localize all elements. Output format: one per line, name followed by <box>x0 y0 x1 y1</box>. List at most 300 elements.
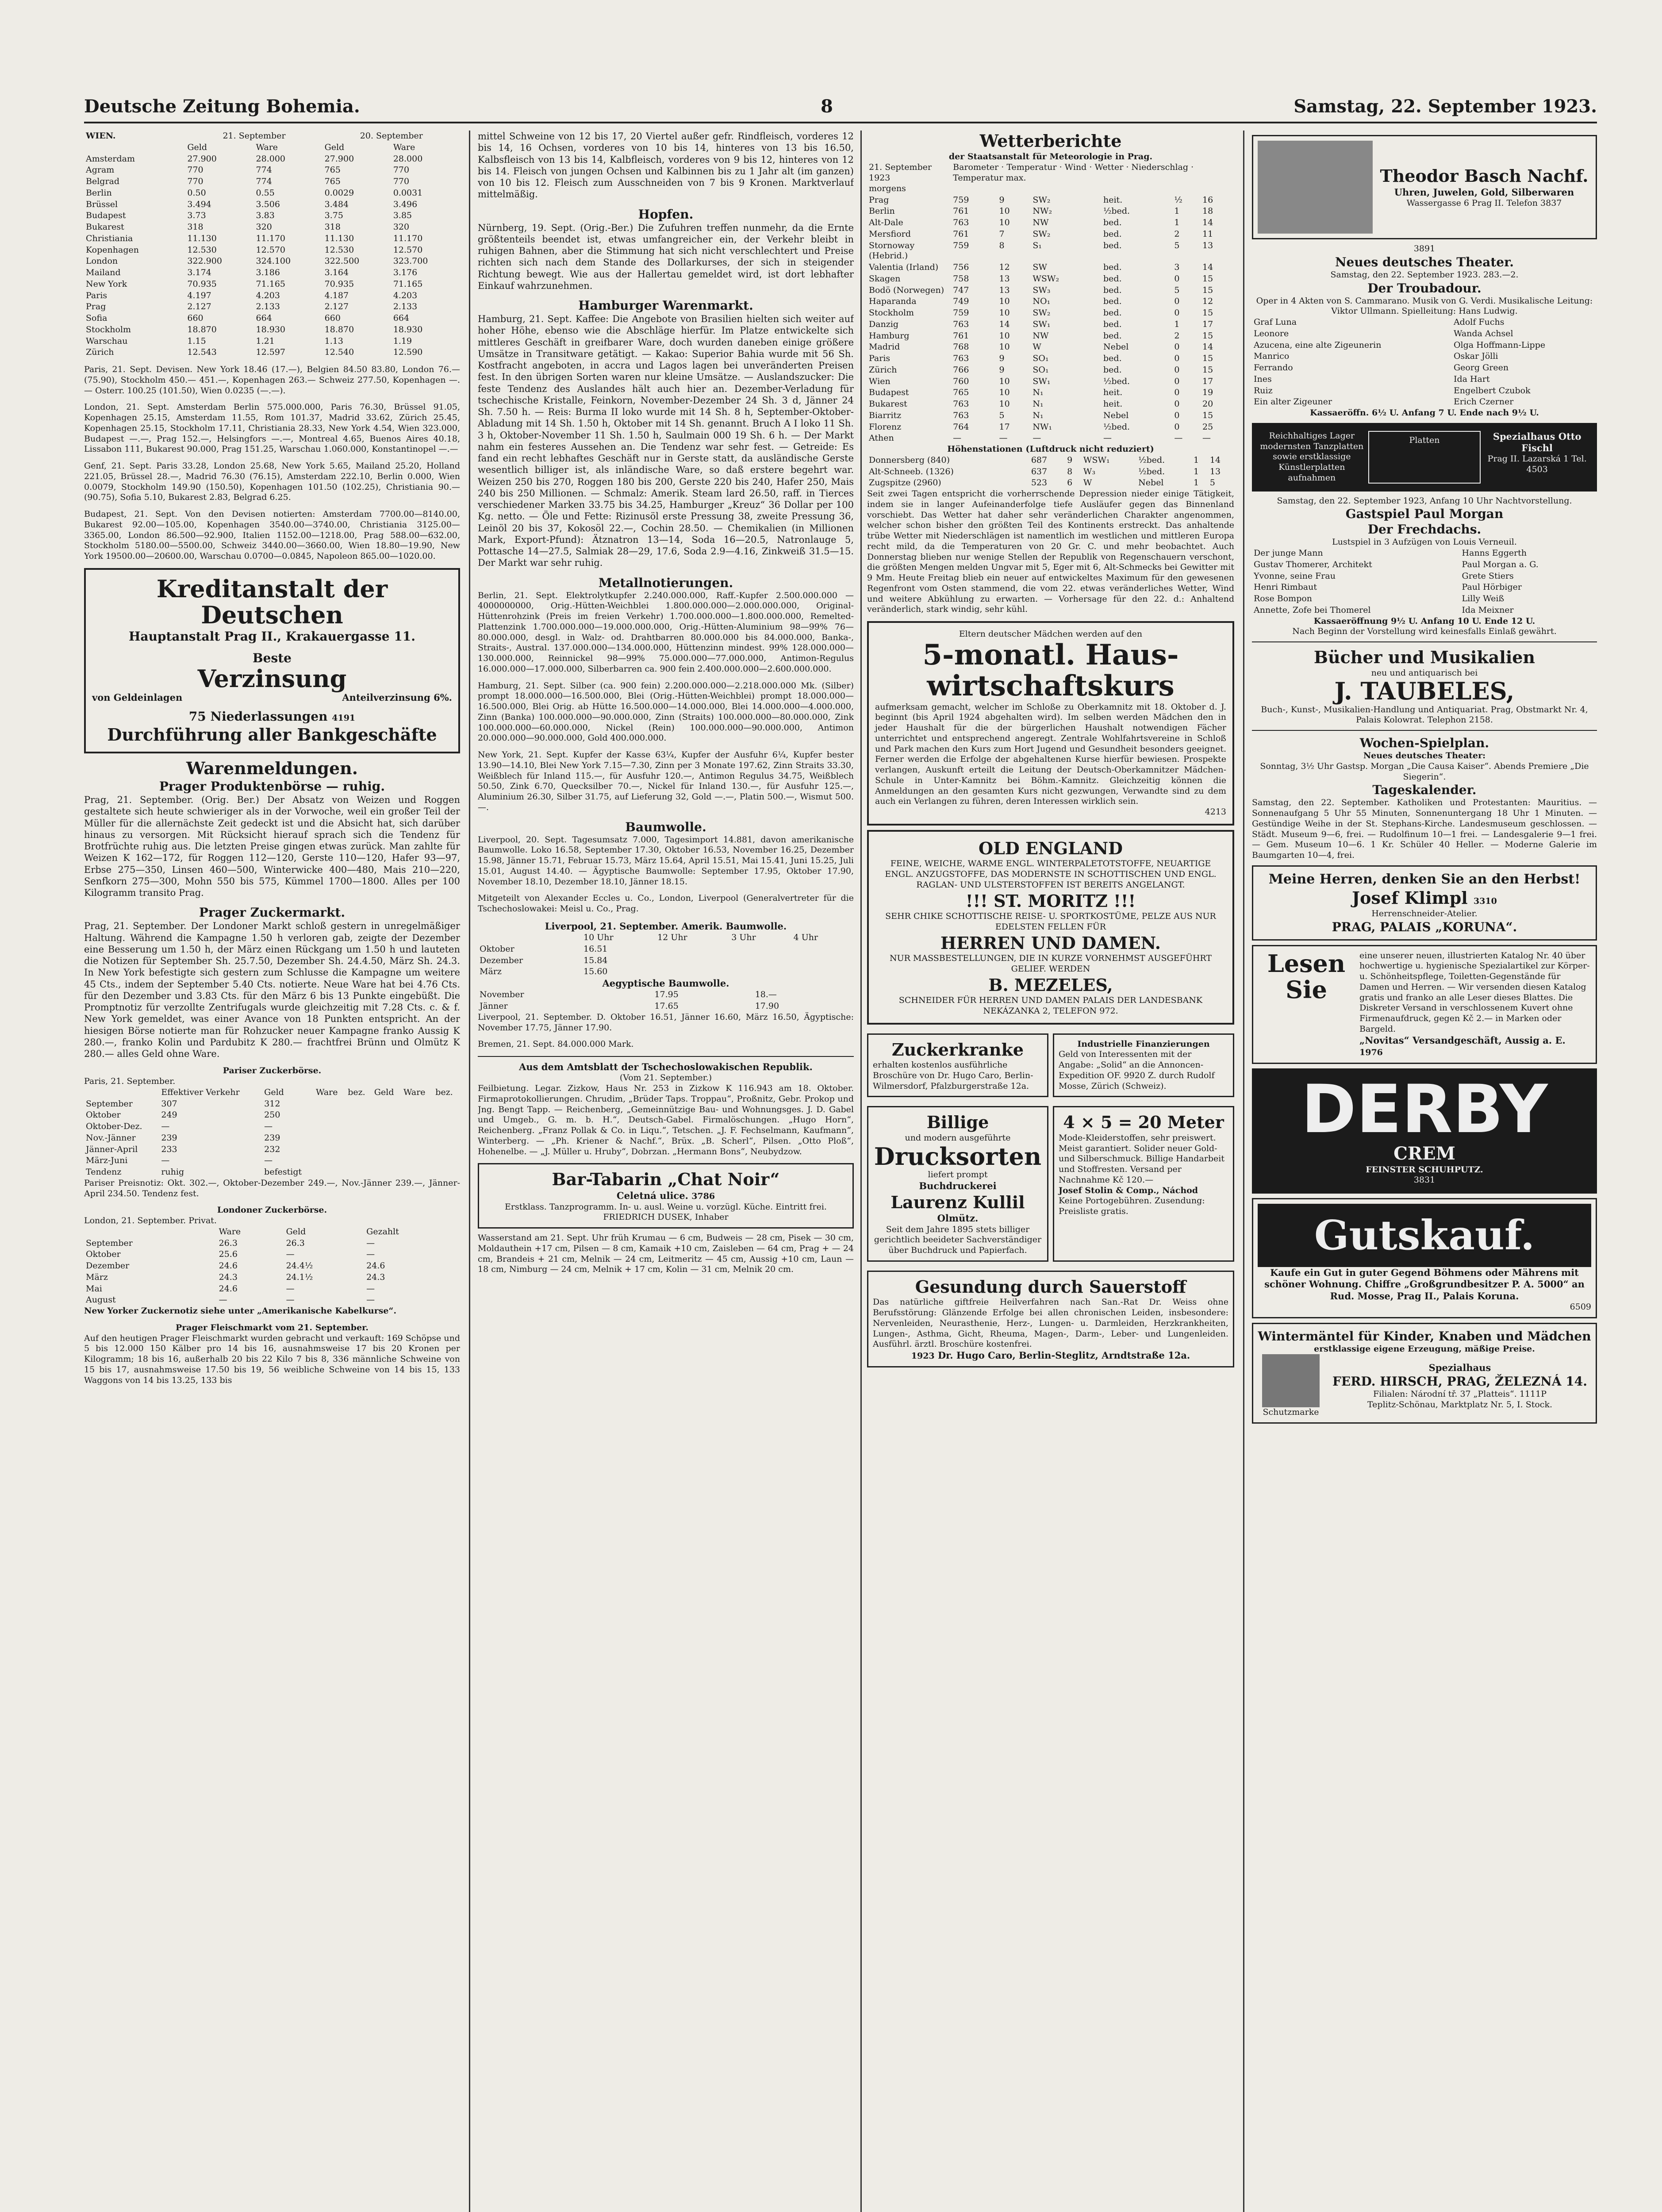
hirsch-fil-row <box>1328 1389 1591 1400</box>
wetter-row-value: 5 <box>1174 285 1180 295</box>
londoner-row-value: — <box>286 1249 295 1260</box>
cast-row-value: Engelbert Czubok <box>1453 385 1531 396</box>
wien-row-value: 1.15 <box>187 336 206 346</box>
wien-row-value: 4.203 <box>256 290 280 300</box>
wien-row-value: 0.0029 <box>324 188 354 198</box>
wetter-morgens: morgens <box>869 183 906 193</box>
wetter-date-cell <box>867 162 951 194</box>
troubadour-text: Oper in 4 Akten von S. Cammarano. Musik von G. Verdi. Musikalische Leitung: Viktor Ullmann. Spielleitung: Hans Ludwig. <box>1256 296 1593 316</box>
hirsch-sub: erstklassige eigene Erzeugung, mäßige Preise. <box>1314 1344 1535 1354</box>
hirsch-title: Wintermäntel für Kinder, Knaben und Mädchen <box>1258 1329 1591 1344</box>
buecher-title: Bücher und Musikalien <box>1313 647 1535 667</box>
wien-row-label: Paris <box>86 290 107 300</box>
londoner-row <box>84 1272 460 1283</box>
wetter-row-label: Stornoway (Hebrid.) <box>869 240 915 261</box>
wetter-row <box>867 410 1234 422</box>
cast-row <box>1252 571 1597 582</box>
novitas-name: „Novitas“ Versandgeschäft, Aussig a. E. <box>1359 1034 1566 1046</box>
wetter-row-value: 14 <box>999 319 1010 329</box>
hirsch-num: 1111P <box>1519 1389 1547 1399</box>
haus-text: aufmerksam gemacht, welcher im Schloße zu Oberkamnitz mit 18. Oktober d. J. beginnt (bis April 1924 abgehalten wird). Im selben werden Mädchen den in jeder Haushalt für die der bürgerlichen Haushalt notwendigen Fächer unterrichtet und entsprechend angeregt. Zentrale Wohlfahrtsvereine in Schloß und Park machen den Kurs zum Hort Jugend und Gesundheit besonders geeignet. Ferner werden die Erfolge der abgehaltenen Kurse hierfür bewiesen. Prospekte verlangen, Auskunft erteilt die Leitung der Deutsch-Oberkamnitzer Mädchen-Schule in Unter-Kamnitz bei Böhm.-Kamnitz. Gleichzeitig können die Anmeldungen an den gesamten Kurs nicht gezwungen, Verwandte sind zu dem auch ein Verlangen zu führen, deren Interessen wirklich sein. <box>875 702 1226 806</box>
wien-row-value: 12.543 <box>187 347 217 357</box>
klimpl-name-row <box>1258 887 1591 909</box>
wetter-row-value: bed. <box>1103 296 1122 307</box>
wien-row-value: 4.203 <box>393 290 418 300</box>
wetter-row-value: — <box>1202 433 1211 443</box>
wetter-row-label: Skagen <box>869 273 901 284</box>
wien-col-head: Geld <box>324 142 345 152</box>
column-4 <box>1252 131 1597 2212</box>
londoner-row-value: — <box>366 1249 375 1260</box>
wien-row-value: 765 <box>324 177 341 186</box>
wetter-row-value: 8 <box>999 240 1005 250</box>
wien-row-label: Budapest <box>86 211 126 221</box>
sauerstoff-ad <box>867 1271 1234 1367</box>
cast-row-label: Rose Bompon <box>1254 594 1313 603</box>
wetter-row-label: Paris <box>869 353 890 363</box>
wetter-row <box>867 376 1234 388</box>
wetter-row-value: SW₃ <box>1033 285 1051 295</box>
klimpl-sub: Herrenschneider-Atelier. <box>1371 908 1478 918</box>
hohen-table <box>867 455 1234 489</box>
londoner-row-value: 24.6 <box>219 1261 238 1271</box>
wien-row <box>84 188 460 199</box>
wetter-row-value: 0 <box>1174 353 1180 363</box>
wien-row-value: 12.597 <box>256 347 285 357</box>
lesen-text: eine unserer neuen, illustrierten Katalog Nr. 40 über hochwertige u. hygienische Spezialartikel zur Körper- u. Schönheitspflege, Toiletten-Gegenstände für Damen und Herren. — Wir versenden diesen Katalog gratis und franko an alle Leser dieses Blattes. Die Diskreter Versand in verschlossenem Kuvert ohne Firmenaufdruck, gegen Kč 2.— in Marken oder Bargeld. <box>1359 950 1590 1034</box>
wien-title: WIEN. <box>86 131 116 141</box>
cast-row-label: Leonore <box>1254 328 1289 338</box>
cast-row <box>1252 340 1597 351</box>
billige-sub: und modern ausgeführte <box>905 1133 1011 1143</box>
einlass: Nach Beginn der Vorstellung wird keinesfalls Einlaß gewährt. <box>1292 626 1557 637</box>
klimpl-num: 3310 <box>1473 896 1497 906</box>
londoner-row-value: 24.3 <box>219 1272 238 1282</box>
wetter-row-value: 9 <box>999 195 1005 205</box>
industrie-title: Industrielle Finanzierungen <box>1077 1039 1210 1049</box>
wien-row-value: 3.186 <box>256 268 280 277</box>
pariser-row-label: Jänner-April <box>86 1144 138 1154</box>
londoner-row-label: Dezember <box>86 1261 130 1271</box>
wien-row <box>84 176 460 188</box>
wien-row-value: 12.570 <box>393 245 423 255</box>
kasse-2: Kassaeröffnung 9½ U. Anfang 10 U. Ende 12 U. <box>1313 616 1535 626</box>
kredit-row <box>92 692 452 703</box>
pariser-row <box>84 1121 460 1133</box>
wien-row-value: 2.127 <box>324 302 349 312</box>
londoner-row-value: 24.3 <box>366 1272 385 1282</box>
wetter-row-value: W <box>1033 342 1041 352</box>
wien-row-value: 2.133 <box>256 302 280 312</box>
wien-row-value: 1.21 <box>256 336 275 346</box>
pariser-value: — <box>264 1156 273 1166</box>
londoner-row <box>84 1283 460 1295</box>
pariser-table <box>84 1087 460 1178</box>
wetter-row-label: Valentia (Irland) <box>869 262 939 272</box>
wetter-row-value: — <box>999 433 1008 443</box>
wien-row-label: Agram <box>86 165 115 175</box>
fleisch-cont: mittel Schweine von 12 bis 17, 20 Viertel außer gefr. Rindfleisch, vorderes 12 bis 14, 16 Ochsen, vorderes von 10 bis 14, hinteres von 13 bis 16.50, Kalbsfleisch von 13 bis 14, Kalbfleisch, vorderes von 9 bis 12, hinteres von 12 bis 14. Fleisch von jungen Ochsen und Kalbinnen bis zu 1 Jahr alt (im ganzen) von 10 bis 12. Fleisch zum Ausschneiden von 7 bis 9 Kronen. Marktverlauf mittelmäßig. <box>478 131 854 200</box>
cast-row <box>1252 396 1597 408</box>
wetter-row-value: SW₂ <box>1033 195 1051 205</box>
cast-row-label: Manrico <box>1254 351 1290 361</box>
londoner-row <box>84 1294 460 1306</box>
paris-report: Paris, 21. Sept. Devisen. New York 18.46 (17.—), Belgien 84.50 83.80, London 76.— (75.90), Stockholm 450.— 451.—, Kopenhagen 263.— Schweiz 277.50, Kopenhagen —.— Osterr. 100.25 (101.50), Wien 0.0235 (—.—). <box>84 365 460 396</box>
wetter-row-value: — <box>1103 433 1112 443</box>
wetter-row-value: 12 <box>999 262 1010 272</box>
haushalt-ad <box>867 621 1234 826</box>
cast-row-value: Oskar Jölli <box>1453 351 1498 361</box>
cast-row-value: Wanda Achsel <box>1453 328 1513 338</box>
hohen-row-value: 1 <box>1194 466 1199 476</box>
hohen-row-label: Zugspitze (2960) <box>869 478 941 488</box>
aegypt-row-value: 17.65 <box>654 1001 679 1011</box>
wetter-table: 21. September 1923 morgens Barometer · Temperatur · Wind · Wetter · Niederschlag · Temperatur max. Prag 759 9 SW₂ heit. ½ 16 Berlin 761 10 NW₂ ½bed. 1 18 Alt-Dale 763 10 NW bed. 1 14 Mersfiord 761 7 SW₂ bed. 2 11 Stornoway (Hebrid.) 759 8 S₁ bed. 5 13 Valentia (Irland) 756 12 SW bed. 3 14 Skagen 758 13 WSW₂ bed. 0 15 Bodö (Norwegen) 747 13 SW₃ bed. 5 15 Haparanda 749 10 NO₁ bed. 0 12 Stockholm 759 10 SW₂ bed. 0 15 Danzig 763 14 SW₁ bed. 1 17 Hamburg 761 10 NW bed. 2 15 Madrid 768 10 W Nebel 0 14 Paris 763 9 SO₁ bed. 0 15 Zürich 766 9 SO₁ bed. 0 15 Wien 760 10 SW₁ ½bed. 0 17 Budapest 765 10 N₁ heit. 0 19 Bukarest 763 10 N₁ heit. 0 20 Biarritz 763 5 N₁ Nebel 0 15 Florenz 764 17 NW₁ ½bed. 0 25 Athen — — — — — — <box>867 162 1234 444</box>
wetter-row-value: 20 <box>1202 399 1213 409</box>
wien-row-label: Warschau <box>86 336 128 346</box>
wetter-row-value: 7 <box>999 229 1005 239</box>
lesen-title: Lesen Sie <box>1267 949 1346 1004</box>
deer-logo-image <box>1258 1354 1324 1418</box>
wien-table <box>84 131 460 358</box>
aegypt-row <box>478 989 854 1001</box>
wetter-row-value: 13 <box>999 273 1010 284</box>
wien-row-value: 0.50 <box>187 188 206 198</box>
wien-row <box>84 199 460 211</box>
hohen-row-value: 687 <box>1031 455 1048 465</box>
londoner-row-value: — <box>286 1283 295 1294</box>
basch-num: 3891 <box>1413 244 1436 253</box>
chatnoir-addr: Celetná ulice. <box>616 1190 688 1201</box>
wetter-row-value: 5 <box>999 410 1005 420</box>
cast-row-label: Yvonne, seine Frau <box>1254 571 1336 581</box>
hirsch-name: FERD. HIRSCH, PRAG, ŽELEZNÁ 14. <box>1332 1374 1588 1389</box>
wien-row-label: Stockholm <box>86 324 131 334</box>
wetter-row <box>867 422 1234 433</box>
wien-row-value: 18.930 <box>256 324 285 334</box>
wien-row-value: 12.530 <box>187 245 217 255</box>
kasse-1: Kassaeröffn. 6½ U. Anfang 7 U. Ende nach 9½ U. <box>1310 408 1539 418</box>
pariser-value: 250 <box>264 1110 280 1120</box>
kredit-anteil: Anteilverzinsung 6%. <box>342 691 452 703</box>
liverpool2-text: Liverpool, 21. September. D. Oktober 16.51, Jänner 16.60, März 16.50, Ägyptische: November 17.75, Jänner 17.90. <box>478 1012 854 1033</box>
kredit-bank: Durchführung aller Bankgeschäfte <box>107 725 437 745</box>
kredit-sub: Hauptanstalt Prag II., Krakauergasse 11. <box>128 629 416 644</box>
wien-row-value: 3.506 <box>256 199 280 209</box>
wetter-row-value: 17 <box>1202 319 1213 329</box>
wetter-row-value: 10 <box>999 296 1010 307</box>
pariser-row <box>84 1110 460 1121</box>
wetter-row-value: 749 <box>953 296 969 307</box>
zuckerkranke-ad <box>867 1033 1048 1098</box>
londoner-row-value: — <box>219 1295 227 1305</box>
watch-figure-image <box>1258 141 1373 234</box>
wien-row <box>84 290 460 302</box>
wetter-row <box>867 195 1234 206</box>
kredit-niederlassungen <box>92 709 452 724</box>
pariser-col-head: Geld <box>374 1087 394 1097</box>
cast-row-value: Hanns Eggerth <box>1462 548 1527 558</box>
wien-row-value: 4.197 <box>187 290 211 300</box>
stolin-text: Keine Portogebühren. Zusendung: Preisliste gratis. <box>1059 1196 1205 1217</box>
wetter-row-label: Madrid <box>869 342 900 352</box>
pariser-col-head: Effektiver Verkehr <box>161 1087 240 1097</box>
pariser-value: 233 <box>161 1144 177 1154</box>
cast-row-label: Henri Rimbaut <box>1254 582 1317 592</box>
wetter-row-value: 1 <box>1174 218 1180 227</box>
wetter-row-value: 13 <box>999 285 1010 295</box>
hohen-row-value: ½bed. <box>1138 466 1165 476</box>
theater-date-row <box>1252 270 1597 280</box>
wetter-row <box>867 217 1234 229</box>
kredit-einlagen: von Geldeinlagen <box>92 691 183 703</box>
budapest-report: Budapest, 21. Sept. Von den Devisen notierten: Amsterdam 7700.00—8140.00, Bukarest 92.00—105.00, Kopenhagen 3540.00—3740.00, Christiania 3125.00—3365.00, London 86.500—92.900, Italien 1152.00—1218.00, Prag 588.00—632.00, Stockholm 5180.00—5500.00, Schweiz 3440.00—3660.00, Wien 18.80—19.90, New York 19500.00—20600.00, Warschau 0.0700—0.0845, Napoleon 865.00—1020.00. <box>84 509 460 561</box>
londoner-title: Londoner Zuckerbörse. <box>217 1205 327 1215</box>
londoner-row <box>84 1260 460 1272</box>
buchdruck: Buchdruckerei <box>919 1180 997 1191</box>
wetter-row-value: bed. <box>1103 365 1122 375</box>
drucksorten: Drucksorten <box>874 1142 1042 1171</box>
cast-row <box>1252 317 1597 328</box>
wien-row-value: 3.164 <box>324 268 349 277</box>
liverpool-col-head: 10 Uhr <box>583 933 614 942</box>
hohen-row-value: 5 <box>1209 478 1215 488</box>
chatnoir-text: Erstklass. Tanzprogramm. In- u. ausl. Weine u. vorzügl. Küche. Eintritt frei. FRIEDRICH DUSEK, Inhaber <box>505 1202 827 1222</box>
pariser-row <box>84 1133 460 1144</box>
moritz-title: !!! ST. MORITZ !!! <box>965 891 1136 911</box>
wetter-row-value: 16 <box>1202 195 1213 205</box>
wien-row-value: 2.133 <box>393 302 418 312</box>
theater-title: Neues deutsches Theater. <box>1335 254 1514 269</box>
wetter-row-value: 10 <box>999 388 1010 398</box>
wien-row-value: 70.935 <box>187 279 217 289</box>
kreditanstalt-ad <box>84 568 460 753</box>
kredit-num: 4191 <box>332 713 356 723</box>
wien-row-value: 12.590 <box>393 347 423 357</box>
wetter-row-value: 15 <box>1202 273 1213 284</box>
pariser-value: 239 <box>161 1133 177 1143</box>
wien-row <box>84 301 460 313</box>
issue-date: Samstag, 22. September 1923. <box>1294 96 1597 117</box>
londoner-sub: London, 21. September. Privat. <box>84 1216 217 1226</box>
hohen-row-value: W <box>1083 478 1092 488</box>
guts-title: Gutskauf. <box>1258 1204 1591 1267</box>
baumwolle-text: Liverpool, 20. Sept. Tagesumsatz 7.000, Tagesimport 14.881, davon amerikanische Baumwolle. Loko 16.58, September 17.30, Oktober 16.53, November 16.25, Dezember 15.98, Jänner 15.71, Februar 15.73, März 15.64, April 15.51, Mai 15.41, Juni 15.25, Juli 15.01, August 14.40. — Ägyptische Baumwolle: September 17.95, Oktober 17.90, November 18.10, Dezember 18.10, Jänner 18.15. <box>478 834 854 887</box>
wien-col-head: Geld <box>187 142 207 152</box>
pariser-col-head: Ware <box>315 1087 338 1097</box>
wien-row-value: 3.75 <box>324 211 343 221</box>
liverpool-row <box>478 955 854 967</box>
aegypt-row-value: 17.90 <box>755 1001 779 1011</box>
column-divider <box>860 131 862 2212</box>
wetter-row-value: SW <box>1033 262 1047 272</box>
wetter-row-value: 10 <box>999 342 1010 352</box>
wetter-row-label: Florenz <box>869 422 902 432</box>
wien-head-b: 20. September <box>360 131 423 141</box>
hirsch-spez: Spezialhaus <box>1428 1362 1491 1373</box>
wetter-row <box>867 229 1234 240</box>
wien-row-value: 774 <box>256 165 272 175</box>
cast-row <box>1252 582 1597 593</box>
cast-row <box>1252 351 1597 362</box>
londoner-row-value: 26.3 <box>286 1238 305 1248</box>
theater-date: Samstag, den 22. September 1923. <box>1330 269 1481 280</box>
zuckermarkt-title: Prager Zuckermarkt. <box>199 905 345 920</box>
cast-row <box>1252 328 1597 340</box>
mezeles-name: B. MEZELES, <box>988 975 1113 995</box>
basch-title: Theodor Basch Nachf. <box>1380 166 1589 186</box>
wien-row-value: 770 <box>393 165 410 175</box>
wetter-row-value: N₁ <box>1033 410 1044 420</box>
fleisch-text: Auf den heutigen Prager Fleischmarkt wurden gebracht und verkauft: 169 Schöpse und 5 bis 12.000 150 Kälber pro 14 bis 16, ausnahmsweise 17 bis 20 Kronen per Kilogramm; 18 bis 16, außerhalb 20 bis 22 Kilo 7 bis 8, 336 männliche Schweine von 15 bis 17, ausnahmsweise 17.50 bis 19, 56 weibliche Schweine von 14 bis 15, 133 Waggons von 14 bis 13.25, 133 bis <box>84 1333 460 1385</box>
page-number: 8 <box>821 96 833 117</box>
novitas-row <box>1359 1035 1591 1058</box>
gutskauf-ad <box>1252 1198 1597 1318</box>
pariser-value: — <box>161 1156 170 1166</box>
london-report: London, 21. Sept. Amsterdam Berlin 575.000.000, Paris 76.30, Brüssel 91.05, Kopenhagen 25.15, Amsterdam 11.55, Rom 101.37, Madrid 33.62, Zürich 25.45, Kopenhagen 25.15, Stockholm 17.11, Christiania 28.33, New York 4.54, Wien 323.000, Budapest —.—, Prag 152.—, Helsingfors —.—, Montreal 4.65, Buenos Aires 40.18, Lissabon 111, Bukarest 90.000, Prag 151.25, Warschau 1.060.000, Konstantinopel —.— <box>84 402 460 454</box>
wetter-row-label: Zürich <box>869 365 897 375</box>
wetter-row-value: 0 <box>1174 410 1180 420</box>
wetter-row <box>867 330 1234 342</box>
small-ads-row <box>867 1029 1234 1102</box>
moritz-text: SEHR CHIKE SCHOTTISCHE REISE- U. SPORTKOSTÜME, PELZE AUS NUR EDELSTEN FELLEN FÜR <box>885 911 1216 932</box>
wien-row-value: 11.130 <box>324 233 354 243</box>
fischl-label: Platten <box>1409 435 1440 445</box>
gesund-text: Das natürliche giftfreie Heilverfahren nach San.-Rat Dr. Weiss ohne Berufsstörung: Glänzende Erfolge bei allen chronischen Leiden, insbesondere: Nervenleiden, Neurasthenie, Herz-, Lungen- u. Darmleiden, Herzkrankheiten, Lungen-, Asthma, Gicht, Rheuma, Magen-, Darm-, Leber- und Lungenleiden. Ausführl. ärztl. Broschüre kostenfrei. <box>873 1297 1228 1349</box>
hohen-row-value: 1 <box>1194 478 1199 488</box>
wetter-row-value: 1 <box>1174 319 1180 329</box>
wien-row-label: Brüssel <box>86 199 118 209</box>
wetter-row-value: 19 <box>1202 388 1213 398</box>
liverpool-row-value: 16.51 <box>583 944 608 954</box>
wetter-row-value: S₁ <box>1033 240 1042 250</box>
wetter-row-value: 11 <box>1202 229 1213 239</box>
genf-report: Genf, 21. Sept. Paris 33.28, London 25.68, New York 5.65, Mailand 25.20, Holland 221.05, Brüssel 28.—, Madrid 76.30 (76.15), Amsterdam 222.10, Berlin 0.000, Wien 0.0079, Stockholm 149.90 (150.50), Kopenhagen 101.50 (102.25), Christiania 90.— (90.75), Sofia 5.10, Bukarest 2.83, Belgrad 6.25. <box>84 461 460 503</box>
frechdachs-title: Der Frechdachs. <box>1367 522 1482 537</box>
wetter-row-value: NW <box>1033 330 1049 341</box>
wetter-row-label: Alt-Dale <box>869 218 903 227</box>
hohen-row-value: ½bed. <box>1138 455 1165 465</box>
wetter-row-value: 15 <box>1202 285 1213 295</box>
londoner-row-label: Mai <box>86 1283 102 1294</box>
wien-row <box>84 267 460 279</box>
pariser-row <box>84 1098 460 1110</box>
pariser-sub: Paris, 21. September. <box>84 1076 176 1087</box>
wien-row-value: 71.165 <box>256 279 285 289</box>
wetter-row-value: 0 <box>1174 376 1180 386</box>
newyork-metall: New York, 21. Sept. Kupfer der Kasse 63¼, Kupfer der Ausfuhr 6¼, Kupfer bester 13.90—14.10, Blei New York 7.15—7.30, Zinn per 3 Monate 197.62, Zinn Straits 33.30, Weißblech für Inland 115.—, für Ausfuhr 120.—, Antimon Regulus 34.75, Weißblech 50.50, Zink 6.70, Quecksilber 70.—, Nickel für Inland 130.—, für Ausfuhr 125.—, Aluminium 26.30, Silber 31.75, auf Lieferung 32, Gold —.—, Platin 500.—, Wismut 500.—. <box>478 750 854 812</box>
pariser-col-head: bez. <box>435 1087 453 1097</box>
taubeles-text: Buch-, Kunst-, Musikalien-Handlung und Antiquariat. Prag, Obstmarkt Nr. 4, Palais Kolowrat. Telephon 2158. <box>1261 704 1588 725</box>
wien-head-a: 21. September <box>223 131 286 141</box>
kredit-title: Kreditanstalt der Deutschen <box>156 574 388 630</box>
wien-row-value: 770 <box>393 177 410 186</box>
cast-row-label: Ines <box>1254 374 1272 384</box>
wetter-row-value: 18 <box>1202 206 1213 216</box>
kredit-beste: Beste <box>253 650 292 665</box>
woche-title: Wochen-Spielplan. <box>1359 736 1489 751</box>
column-3 <box>867 131 1234 2212</box>
wetter-row-value: 758 <box>953 273 969 284</box>
hohen-row-value: 9 <box>1067 455 1073 465</box>
wetter-row <box>867 206 1234 217</box>
fischl-title: Spezialhaus Otto Fischl <box>1493 430 1581 453</box>
chatnoir-title: Bar-Tabarin „Chat Noir“ <box>552 1169 780 1190</box>
wien-row-label: Belgrad <box>86 177 120 186</box>
gesund-title: Gesundung durch Sauerstoff <box>915 1276 1186 1297</box>
pariser-title: Pariser Zuckerbörse. <box>223 1066 322 1076</box>
tages-text: Samstag, den 22. September. Katholiken und Protestanten: Mauritius. — Sonnenaufgang 5 Uhr 55 Minuten, Sonnenuntergang 18 Uhr 1 Minuten. — Gestündige Weihe in der St. Stephans-Kirche. Landesmuseum geschlossen. — Städt. Museum 9—6, frei. — Rudolfinum 10—1 frei. — Landesgalerie 9—1 frei. — Gem. Museum 10—6. 1 Kr. Schüler 40 Heller. — Moderne Galerie im Baumgarten 10—4, frei. <box>1252 798 1597 860</box>
wien-row <box>84 279 460 290</box>
hohen-row-value: Nebel <box>1138 478 1164 488</box>
wetter-row-value: 763 <box>953 410 969 420</box>
wien-row-value: 71.165 <box>393 279 423 289</box>
wetter-row-value: 10 <box>999 218 1010 227</box>
wetter-row-value: SW₂ <box>1033 308 1051 318</box>
wetter-row-value: 2 <box>1174 229 1180 239</box>
wetter-row-value: 17 <box>999 422 1010 432</box>
klimpl-addr: PRAG, PALAIS „KORUNA“. <box>1332 919 1517 934</box>
zuckermarkt-text: Prag, 21. September. Der Londoner Markt schloß gestern in unregelmäßiger Haltung. Während die Kampagne 1.50 h verloren gab, zeigte der Dezember eine Besserung um 1.50 h, der März einen Rückgang um 1.50 h und lauteten die Notizen für September Sh. 25.7.50, Dezember Sh. 24.4.50, März Sh. 24.3. In New York befestigte sich gestern zum Schlusse die Kampagne um weitere 45 Cts., indem der September 5.40 Cts. notierte. Neue Ware hat bei 4.76 Cts. für den Dezember und 3.83 Cts. für den März 6 bis 13 Punkte eingebüßt. Die Promptnotiz für verzollte Zentrifugals wurde gleichzeitig mit 7.28 Cts. c. & f. New York gemeldet, was einer Avance von 18 Punkten entspricht. An der hiesigen Börse notierte man für Rohzucker neuer Kampagne franko Aussig K 280.—, franko Kolin und Pardubitz K 280.— frachtfrei Brünn und Olmütz K 280.— alles Geld ohne Ware. <box>84 921 460 1060</box>
londoner-row-label: August <box>86 1295 116 1305</box>
wien-row-value: 318 <box>324 222 341 232</box>
cast-row-value: Georg Green <box>1453 363 1509 373</box>
hohen-row-label: Donnersberg (840) <box>869 455 950 465</box>
wetter-row-value: 15 <box>1202 365 1213 375</box>
hohen-row-value: WSW₁ <box>1083 455 1110 465</box>
wetter-row-label: Biarritz <box>869 410 902 420</box>
wetter-row-value: SO₁ <box>1033 365 1049 375</box>
wetter-row-label: Prag <box>869 195 889 205</box>
wien-row-value: 28.000 <box>393 154 423 164</box>
cast-row-value: Grete Stiers <box>1462 571 1514 581</box>
londoner-row-value: — <box>366 1238 375 1248</box>
wetter-row-label: Stockholm <box>869 308 914 318</box>
londoner-head <box>84 1226 460 1238</box>
zucker-title: Zuckerkranke <box>891 1039 1024 1060</box>
wetter-row-value: heit. <box>1103 388 1123 398</box>
londoner-row-value: 24.6 <box>219 1283 238 1294</box>
wetter-row-value: 3 <box>1174 262 1180 272</box>
olmuetz: Olmütz. <box>937 1213 979 1224</box>
londoner-col-head: Geld <box>286 1226 306 1237</box>
pariser-head <box>84 1087 460 1098</box>
wetter-row-value: 768 <box>953 342 969 352</box>
wetter-row-value: 15 <box>1202 353 1213 363</box>
wetter-row-value: bed. <box>1103 319 1122 329</box>
wetter-row-value: 10 <box>999 330 1010 341</box>
wetter-row <box>867 262 1234 273</box>
hohen-row-value: 523 <box>1031 478 1048 488</box>
wetter-row-value: 12 <box>1202 296 1213 307</box>
pariser-row <box>84 1144 460 1156</box>
stolin-name: Josef Stolin & Comp., Náchod <box>1059 1185 1198 1195</box>
wien-row-value: 11.170 <box>256 233 285 243</box>
londoner-table <box>84 1226 460 1306</box>
wetter-row-value: 10 <box>999 376 1010 386</box>
wetter-row-label: Athen <box>869 433 894 443</box>
print-ads-row <box>867 1102 1234 1266</box>
taubeles: J. TAUBELES, <box>1334 677 1515 706</box>
wetter-row-label: Berlin <box>869 206 895 216</box>
cast-row-value: Ida Hart <box>1453 374 1490 384</box>
aegypt-row-label: November <box>480 990 524 1000</box>
schutzmarke: Schutzmarke <box>1263 1407 1319 1417</box>
wetter-row-value: 9 <box>999 365 1005 375</box>
page-header <box>84 91 1597 123</box>
metall-text-2: Hamburg, 21. Sept. Silber (ca. 900 fein) 2.200.000.000—2.218.000.000 Mk. (Silber) prompt 18.000.000—16.500.000, Blei (Orig.-Hütten-Weichblei) prompt 18.000.000—16.500.000, Blei Orig. ab Hütte 16.500.000—14.000.000, Blei 14.000.000—4.000.000, Zinn (Banka) 100.000.000—90.000.000, Zinn (Straits) 100.000.000—80.000.000, Zink 100.000.000—60.000.000, Nickel (Rein) 100.000.000—90.000.000, Antimon 20.000.000—90.000.000, Gold 400.000.000. <box>478 680 854 743</box>
frechdachs-sub: Lustspiel in 3 Aufzügen von Louis Verneuil. <box>1332 537 1517 547</box>
